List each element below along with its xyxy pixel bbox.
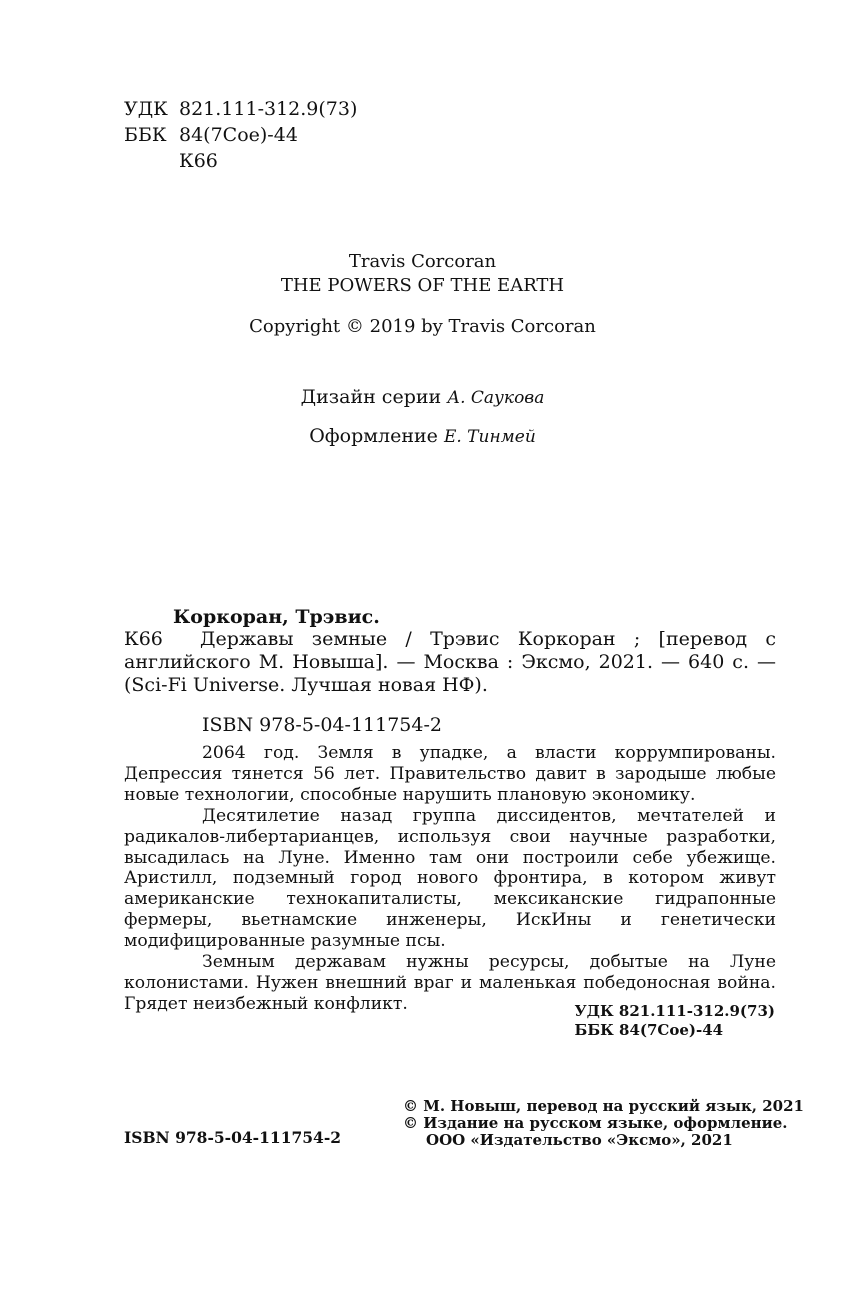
original-author: Travis Corcoran — [348, 251, 497, 272]
bbk-bottom: ББК 84(7Сое)-44 — [574, 1021, 724, 1039]
annotation-paragraph: 2064 год. Земля в упадке, а власти коррумпированы. Депрессия тянется 56 лет. Правительство давит в зародыше любые новые технологии, способные нарушить плановую экономику. — [124, 743, 776, 805]
catalog-entry: Державы земные / Трэвис Коркоран ; [перевод с английского М. Новыша]. — Москва : Эксмо, 2021. — 640 с. — (Sci-Fi Universe. Лучшая новая НФ). — [124, 628, 776, 696]
catalog-author-heading: Коркоран, Трэвис. — [173, 606, 380, 628]
bbk-label: ББК — [124, 124, 167, 146]
author-mark-row — [124, 148, 357, 174]
layout-name: Е. Тинмей — [443, 427, 536, 447]
edition-copyright: © Издание на русском языке, оформление. — [403, 1114, 788, 1132]
layout-label: Оформление — [309, 425, 438, 447]
bbk-value: 84(7Сое)-44 — [179, 124, 298, 146]
series-design-label: Дизайн серии — [300, 386, 442, 408]
layout-credit — [0, 425, 845, 447]
series-design-credit — [0, 386, 845, 408]
udk-bottom: УДК 821.111-312.9(73) — [574, 1002, 775, 1020]
publisher-copyright: ООО «Издательство «Эксмо», 2021 — [426, 1131, 733, 1149]
bbk-row — [124, 122, 357, 148]
catalog-code: К66 — [124, 628, 163, 650]
classification-codes-bottom — [575, 1002, 776, 1040]
annotation-paragraph: Десятилетие назад группа диссидентов, мечтателей и радикалов-либертарианцев, используя свои научные разработки, высадилась на Луне. Именно там они построили себе убежище. Аристилл, подземный город нового фронтира, в котором живут американские технокапиталисты, мексиканские гидрапонные фермеры, вьетнамские инженеры, ИскИны и генетически модифицированные разумные псы. — [124, 805, 776, 952]
translation-copyright: © М. Новыш, перевод на русский язык, 2021 — [403, 1097, 804, 1115]
annotation — [124, 743, 776, 1015]
catalog-isbn: ISBN 978-5-04-111754-2 — [202, 714, 442, 736]
author-mark-value: К66 — [179, 150, 218, 172]
udk-row — [124, 96, 357, 122]
original-title: THE POWERS OF THE EARTH — [280, 275, 565, 296]
copyright-block — [403, 1098, 804, 1149]
annotation-paragraph: Земным державам нужны ресурсы, добытые на Луне колонистами. Нужен внешний враг и маленькая победоносная война. Грядет неизбежный конфликт. — [124, 952, 776, 1014]
udk-label: УДК — [124, 98, 168, 120]
udk-value: 821.111-312.9(73) — [179, 98, 358, 120]
author-mark-label — [124, 148, 179, 174]
original-copyright: Copyright © 2019 by Travis Corcoran — [249, 316, 596, 337]
classification-codes-top — [124, 96, 357, 174]
series-design-name: А. Саукова — [447, 388, 545, 408]
bottom-isbn: ISBN 978-5-04-111754-2 — [124, 1128, 342, 1147]
